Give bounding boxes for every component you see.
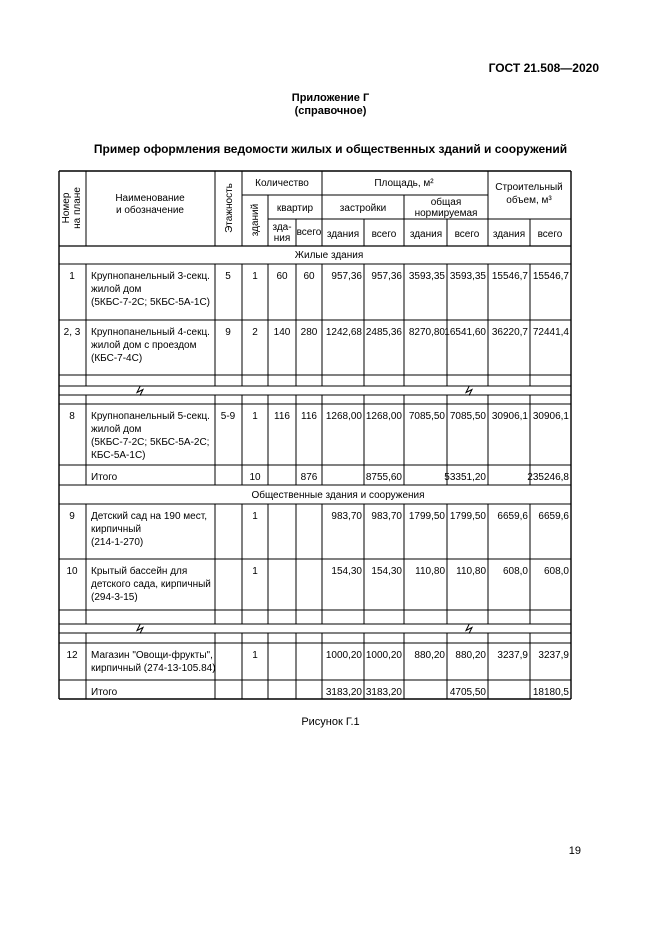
header-area: Площадь, м² — [374, 178, 434, 189]
row-value: 1 — [252, 650, 258, 661]
row-name: КБС-5А-1С) — [91, 450, 146, 461]
row-name: Крупнопанельный 5-секц. — [91, 411, 210, 422]
row-name: Крупнопанельный 4-секц. — [91, 327, 210, 338]
row-value: 116 — [301, 411, 317, 422]
row-value: 5 — [225, 271, 231, 282]
header-volume: объем, м³ — [506, 195, 552, 206]
break-mark — [137, 386, 143, 396]
row-value: 1799,50 — [408, 511, 445, 522]
row-value: 1000,20 — [365, 650, 402, 661]
header-subcolumn: всего — [371, 229, 397, 240]
row-name: Итого — [91, 687, 118, 698]
row-value: 1 — [252, 511, 258, 522]
header-apartments: квартир — [276, 203, 314, 214]
row-value: 608,0 — [543, 566, 569, 577]
row-name: кирпичный (274-13-105.84) — [91, 663, 216, 674]
header-normalized: нормируемая — [414, 208, 478, 219]
row-value: 3593,35 — [408, 271, 445, 282]
row-value: 957,36 — [371, 271, 402, 282]
row-value: 10 — [249, 472, 261, 483]
row-value: 30906,1 — [532, 411, 569, 422]
row-name: детского сада, кирпичный — [91, 579, 211, 590]
row-value: 18180,5 — [532, 687, 569, 698]
section-residential: Жилые здания — [294, 250, 364, 261]
row-number: 8 — [69, 411, 75, 422]
row-value: 1 — [252, 271, 258, 282]
page-number: 19 — [568, 845, 581, 857]
row-value: 880,20 — [455, 650, 486, 661]
row-value: 7085,50 — [449, 411, 486, 422]
annex-label: Приложение Г — [291, 92, 370, 104]
row-value: 7085,50 — [408, 411, 445, 422]
row-value: 983,70 — [371, 511, 402, 522]
row-value: 1242,68 — [325, 327, 362, 338]
row-value: 983,70 — [331, 511, 362, 522]
row-number: 9 — [69, 511, 75, 522]
row-value: 608,0 — [502, 566, 528, 577]
row-value: 15546,7 — [532, 271, 569, 282]
row-value: 60 — [276, 271, 288, 282]
row-value: 110,80 — [456, 566, 486, 577]
row-value: 1268,00 — [325, 411, 362, 422]
row-value: 6659,6 — [497, 511, 528, 522]
row-value: 1000,20 — [325, 650, 362, 661]
row-value: 154,30 — [331, 566, 362, 577]
header-per-building: ния — [273, 233, 291, 244]
figure-caption: Рисунок Г.1 — [301, 716, 360, 728]
row-number: 10 — [66, 566, 78, 577]
row-number: 12 — [66, 650, 78, 661]
row-number: 2, 3 — [63, 327, 81, 338]
break-mark — [466, 624, 472, 634]
header-name: и обозначение — [116, 205, 184, 216]
row-value: 6659,6 — [538, 511, 569, 522]
row-name: жилой дом — [91, 424, 142, 435]
row-value: 15546,7 — [491, 271, 528, 282]
row-value: 3593,35 — [449, 271, 486, 282]
row-value: 5-9 — [220, 411, 236, 422]
row-number: 1 — [69, 271, 75, 282]
row-value: 72441,4 — [532, 327, 569, 338]
row-name: Детский сад на 190 мест, — [91, 511, 207, 522]
row-name: Итого — [91, 472, 118, 483]
row-value: 60 — [303, 271, 315, 282]
header-volume: Строительный — [495, 182, 563, 193]
row-name: (5КБС-7-2С; 5КБС-5А-2С; — [91, 437, 210, 448]
row-value: 8755,60 — [365, 472, 402, 483]
row-name: кирпичный — [91, 524, 142, 535]
header-subcolumn: всего — [537, 229, 563, 240]
header-buildings: зданий — [250, 203, 261, 237]
row-value: 1 — [252, 411, 258, 422]
row-value: 30906,1 — [491, 411, 528, 422]
row-value: 53351,20 — [444, 472, 486, 483]
row-value: 3237,9 — [497, 650, 528, 661]
row-name: Крытый бассейн для — [91, 566, 188, 577]
header-subcolumn: здания — [326, 229, 360, 240]
section-public: Общественные здания и сооружения — [251, 490, 425, 501]
row-value: 1268,00 — [365, 411, 402, 422]
page-title: Пример оформления ведомости жилых и общественных зданий и сооружений — [93, 142, 568, 156]
row-name: (5КБС-7-2С; 5КБС-5А-1С) — [91, 297, 211, 308]
break-mark — [137, 624, 143, 634]
row-value: 3237,9 — [538, 650, 569, 661]
header-quantity: Количество — [255, 178, 309, 189]
header-built-up: застройки — [339, 203, 387, 214]
header-floors: Этажность — [224, 183, 235, 233]
annex-type: (справочное) — [294, 105, 367, 117]
row-name: (КБС-7-4С) — [91, 353, 143, 364]
row-value: 36220,7 — [491, 327, 528, 338]
row-value: 3183,20 — [325, 687, 362, 698]
header-subcolumn: здания — [492, 229, 526, 240]
row-value: 4705,50 — [449, 687, 486, 698]
row-name: Магазин "Овощи-фрукты", — [91, 650, 213, 661]
row-value: 235246,8 — [527, 472, 569, 483]
header-number: на плане — [72, 187, 83, 229]
row-name: (214-1-270) — [91, 537, 144, 548]
row-value: 1799,50 — [449, 511, 486, 522]
row-value: 957,36 — [331, 271, 362, 282]
row-value: 1 — [252, 566, 258, 577]
row-name: (294-3-15) — [91, 592, 138, 603]
row-value: 2485,36 — [365, 327, 402, 338]
row-value: 880,20 — [414, 650, 445, 661]
header-normalized: общая — [430, 197, 462, 208]
row-value: 9 — [225, 327, 231, 338]
row-value: 876 — [300, 472, 318, 483]
row-value: 2 — [252, 327, 258, 338]
header-per-building: зда- — [272, 222, 292, 233]
row-value: 110,80 — [415, 566, 445, 577]
row-value: 8270,80 — [408, 327, 445, 338]
header-total: всего — [296, 227, 322, 238]
header-number: Номер — [61, 192, 72, 224]
header-name: Наименование — [115, 193, 185, 204]
row-value: 154,30 — [371, 566, 402, 577]
row-value: 3183,20 — [365, 687, 402, 698]
row-name: жилой дом — [91, 284, 142, 295]
row-value: 116 — [274, 411, 290, 422]
row-name: Крупнопанельный 3-секц. — [91, 271, 210, 282]
header-subcolumn: здания — [409, 229, 443, 240]
header-subcolumn: всего — [454, 229, 480, 240]
break-mark — [466, 386, 472, 396]
standard-number: ГОСТ 21.508—2020 — [488, 61, 599, 75]
row-name: жилой дом с проездом — [91, 340, 197, 351]
row-value: 16541,60 — [444, 327, 486, 338]
row-value: 140 — [273, 327, 291, 338]
row-value: 280 — [300, 327, 318, 338]
